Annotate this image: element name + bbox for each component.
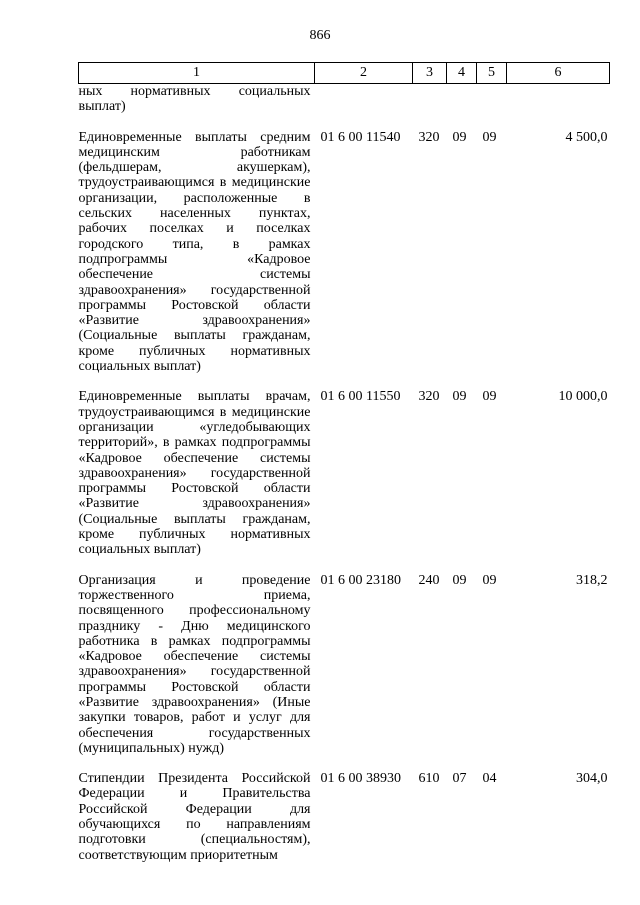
table-header [79, 63, 610, 84]
header-col-5: 5 [477, 63, 507, 84]
table-row [79, 130, 610, 390]
header-col-6: 6 [507, 63, 610, 84]
row-amount: 318,2 [576, 572, 608, 588]
row-description: Организация и проведение торжественного приема, посвященного профессиональному празднику - Дню медицинского работника в рамках подпрограммы «Кадровое обеспечение системы здравоохранения» государственной программы Ростовской области «Развитие здравоохранения» (Иные закупки товаров, работ и услуг для обеспечения государственных (муниципальных) нужд) [78, 572, 311, 756]
header-col-1: 1 [79, 63, 315, 84]
row-rz: 09 [452, 572, 467, 588]
row-code: 01 6 00 11540 [320, 129, 401, 145]
row-pr: 09 [482, 389, 497, 405]
header-col-4: 4 [447, 63, 477, 84]
table-row [79, 771, 610, 863]
row-vr: 320 [418, 129, 440, 145]
budget-table [78, 62, 610, 863]
page-number: 866 [309, 28, 331, 43]
row-vr: 240 [418, 572, 440, 588]
header-col-3: 3 [413, 63, 447, 84]
row-vr: 320 [418, 389, 440, 405]
row-rz: 07 [452, 771, 467, 787]
row-code: 01 6 00 23180 [320, 572, 401, 588]
header-col-2: 2 [315, 63, 413, 84]
row-rz: 09 [452, 389, 467, 405]
row-pr: 04 [482, 771, 497, 787]
row-description: Единовременные выплаты врачам, трудоустраивающимся в медицинские организации «угледобывающих территорий», в рамках подпрограммы «Кадровое обеспечение системы здравоохранения» государственной программы Ростовской области «Развитие здравоохранения» (Социальные выплаты гражданам, кроме публичных нормативных социальных выплат) [78, 389, 311, 558]
row-description: Единовременные выплаты средним медицинским работникам (фельдшерам, акушеркам), трудоустраивающимся в медицинские организации, расположенные в сельских населенных пунктах, рабочих поселках и поселках городского типа, в рамках подпрограммы «Кадровое обеспечение системы здравоохранения» государственной программы Ростовской области «Развитие здравоохранения» (Социальные выплаты гражданам, кроме публичных нормативных социальных выплат) [78, 129, 311, 375]
row-code: 01 6 00 38930 [320, 771, 401, 787]
table-row [79, 573, 610, 772]
continuation-text: ных нормативных социальных выплат) [78, 84, 311, 115]
row-amount: 10 000,0 [558, 389, 608, 405]
row-pr: 09 [482, 129, 497, 145]
row-vr: 610 [418, 771, 440, 787]
row-rz: 09 [452, 129, 467, 145]
row-amount: 304,0 [576, 771, 608, 787]
row-pr: 09 [482, 572, 497, 588]
table-row [79, 389, 610, 572]
row-code: 01 6 00 11550 [320, 389, 401, 405]
row-amount: 4 500,0 [565, 129, 608, 145]
row-description: Стипендии Президента Российской Федерации и Правительства Российской Федерации для обучающихся по направлениям подготовки (специальностям), соответствующим приоритетным [78, 771, 311, 863]
table-row-continuation [79, 84, 610, 130]
